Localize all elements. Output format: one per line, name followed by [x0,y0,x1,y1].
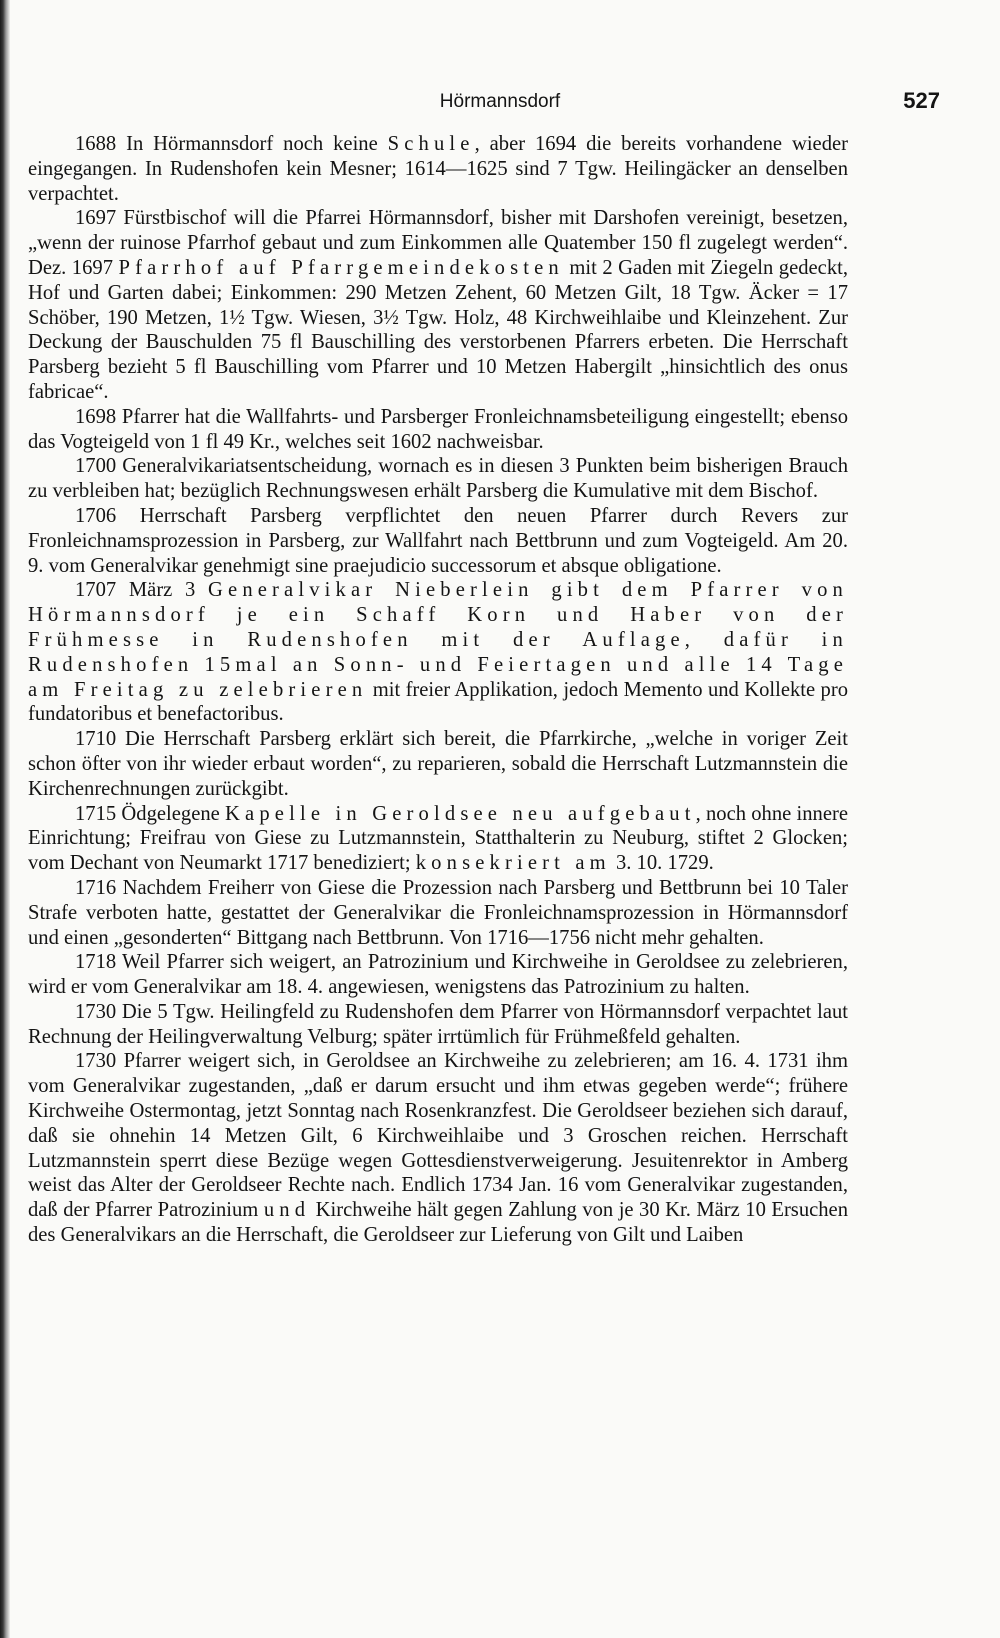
spaced-emphasis-text: und [263,1199,311,1222]
spaced-emphasis-text: Kapelle in Geroldsee neu aufgebaut [225,802,696,825]
paragraph [28,876,848,950]
spaced-emphasis-text: konsekriert am [415,852,611,875]
paragraph [28,132,848,206]
text-run: 1716 Nachdem Freiherr von Giese die Prozession nach Parsberg und Bettbrunn bei 10 Taler Strafe verboten hatte, gestattet der Generalvikar die Fronleichnamsprozession in Hörmannsdorf und einen „gesonderten“ Bittgang nach Bettbrunn. Von 1716—1756 nicht mehr gehalten. [28,876,848,949]
text-run: 1715 Ödgelegene [75,802,226,825]
paragraph [28,1000,848,1050]
page-binding-edge [0,0,10,1638]
text-run: mit 2 Gaden mit Ziegeln gedeckt, Hof und Garten dabei; Einkommen: 290 Metzen Zehent, 60 Metzen Gilt, 18 Tgw. Äcker = 17 Schöber, 190 Metzen, 1½ Tgw. Wiesen, 3½ Tgw. Holz, 48 Kirchweihlaibe und Kleinzehent. Zur Deckung der Bauschulden 75 fl Bauschilling des verstorbenen Pfarrers erbeten. Die Herrschaft Parsberg bezieht 5 fl Bauschilling vom Pfarrer und 10 Metzen Habergilt „hinsichtlich des onus fabricae“. [28,256,848,403]
text-run: Kirchweihe hält gegen Zahlung von je 30 Kr. März 10 Ersuchen des Generalvikars an die Herrschaft, die Geroldseer zur Lieferung von Gilt und Laiben [28,1199,848,1247]
paragraph [28,454,848,504]
text-run: 1706 Herrschaft Parsberg verpflichtet den neuen Pfarrer durch Revers zur Fronleichnamsprozession in Parsberg, zur Wallfahrt nach Bettbrunn und zum Vogteigeld. Am 20. 9. vom Generalvikar genehmigt sine praejudicio successorum et absque obligatione. [28,504,848,577]
text-run: 1730 Die 5 Tgw. Heilingfeld zu Rudenshofen dem Pfarrer von Hörmannsdorf verpachtet laut Rechnung der Heilingverwaltung Velburg; später irrtümlich für Frühmeßfeld gehalten. [28,1000,848,1048]
body-text [28,132,848,1248]
spaced-emphasis-text: Schule [387,133,475,155]
text-run: , aber 1694 die bereits vorhandene wieder eingegangen. In Rudenshofen kein Mesner; 1614—1625 sind 7 Tgw. Heilingäcker an denselben verpachtet. [28,133,848,205]
text-run: 1718 Weil Pfarrer sich weigert, an Patrozinium und Kirchweihe in Geroldsee zu zelebrieren, wird er vom Generalvikar am 18. 4. angewiesen, wenigstens das Patrozinium zu halten. [28,951,848,999]
page-number: 527 [903,88,940,113]
text-run: 1688 In Hörmannsdorf noch keine [75,133,388,155]
paragraph [28,1049,848,1247]
text-run: 1700 Generalvikariatsentscheidung, wornach es in diesen 3 Punkten beim bisherigen Brauch zu verbleiben hat; bezüglich Rechnungswesen erhält Parsberg die Kumulative mit dem Bischof. [28,455,848,503]
paragraph [28,802,848,876]
text-run: , noch ohne innere Einrichtung; Freifrau von Giese zu Lutzmannstein, Statthalterin zu Neuburg, stiftet 2 Glocken; vom Dechant von Neumarkt 1717 benediziert; [28,802,848,875]
running-title: Hörmannsdorf [439,91,561,112]
text-run: 1707 März 3 [75,579,208,602]
paragraph [28,504,848,578]
text-run: mit freier Applikation, jedoch Memento und Kollekte pro fundatoribus et benefactoribus. [28,678,848,726]
paragraph [28,578,848,727]
text-run: 1730 Pfarrer weigert sich, in Geroldsee an Kirchweihe zu zelebrieren; am 16. 4. 1731 ihm vom Generalvikar zugestanden, „daß er darum ersucht und ihm etwas gegeben werde“; frühere Kirchweihe Ostermontag, jetzt Sonntag nach Rosenkranzfest. Die Geroldseer beziehen sich darauf, daß sie ohnehin 14 Metzen Gilt, 6 Kirchweihlaibe und 3 Groschen reichen. Herrschaft Lutzmannstein sperrt diese Bezüge wegen Gottesdienstverweigerung. Jesuitenrektor in Amberg weist das Alter der Geroldseer Rechte nach. Endlich 1734 Jan. 16 vom Generalvikar zugestanden, daß der Pfarrer Patrozinium [28,1050,848,1222]
spaced-emphasis-text: Generalvikar Nieberlein gibt dem Pfarrer von Hörmannsdorf je ein Schaff Korn und Haber von der Frühmesse in Rudenshofen mit der Auflage, dafür in Rudenshofen 15mal an Sonn- und Feiertagen und alle 14 Tage am Freitag zu zelebrieren [28,579,848,701]
text-run: 3. 10. 1729. [610,852,714,875]
text-run: 1710 Die Herrschaft Parsberg erklärt sich bereit, die Pfarrkirche, „welche in voriger Zeit schon öfter von ihr wieder erbaut worden“, zu reparieren, sobald die Herrschaft Lutzmannstein die Kirchenrechnungen zurückgibt. [28,728,848,800]
paragraph [28,727,848,801]
paragraph [28,950,848,1000]
text-run: 1697 Fürstbischof will die Pfarrei Hörmannsdorf, bisher mit Darshofen vereinigt, besetzen, „wenn der ruinose Pfarrhof gebaut und zum Einkommen alle Quatember 150 fl zugelegt werden“. Dez. 1697 [28,207,848,279]
running-header [60,88,940,118]
paragraph [28,206,848,404]
spaced-emphasis-text: Pfarrhof auf Pfarrgemeindekosten [118,256,564,279]
text-run: 1698 Pfarrer hat die Wallfahrts- und Parsberger Fronleichnamsbeteiligung eingestellt; ebenso das Vogteigeld von 1 fl 49 Kr., welches seit 1602 nachweisbar. [28,405,848,453]
paragraph [28,405,848,455]
